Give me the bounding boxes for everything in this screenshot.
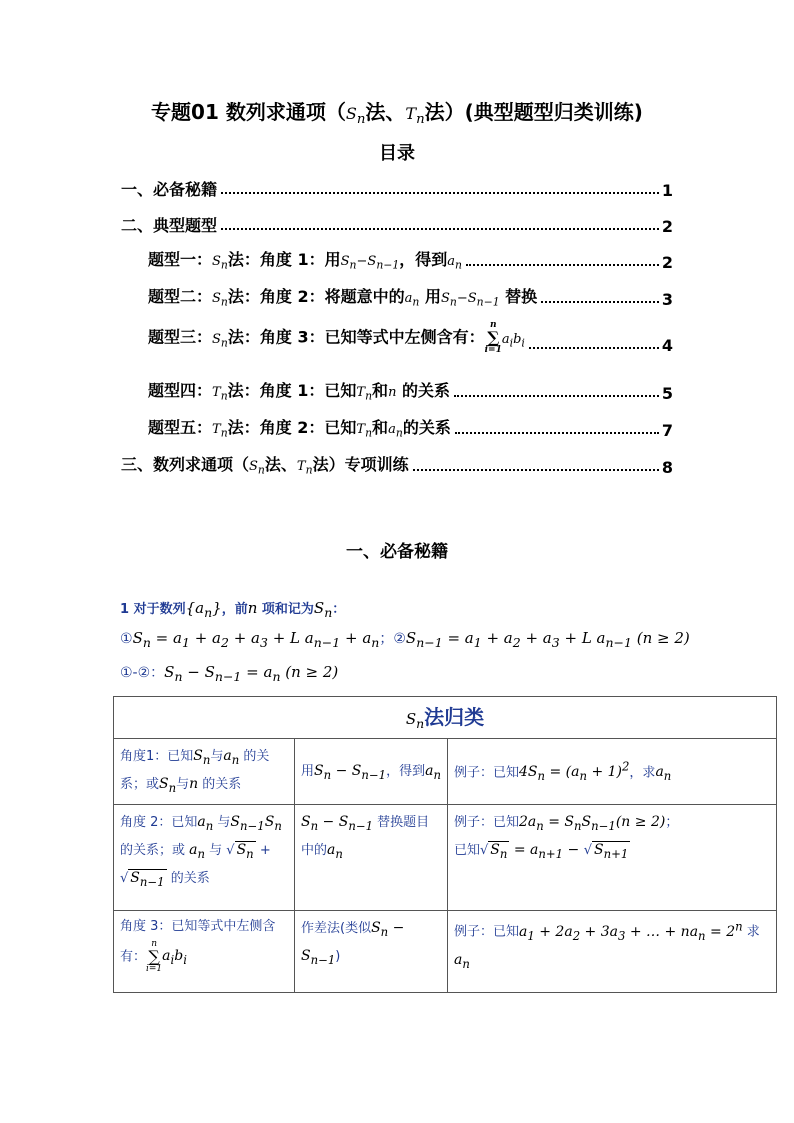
toc-item[interactable]: 题型三：$S_n$法：角度 3：已知等式中左侧含有： n ∑ i=1 $a_ib_i$ 4	[148, 320, 673, 355]
angle-cell: 角度 2：已知$a_n$ 与$S_{n-1}S_n$ 的关系；或 $a_n$ 与 √ $S_n$ + √ $S_{n-1}$ 的关系	[114, 805, 295, 911]
angle-cell: 角度1：已知$S_n$与$a_n$ 的关系；或$S_n$与n 的关系	[114, 739, 295, 805]
method-cell: 用$S_n - S_{n-1}$，得到$a_n$	[295, 739, 448, 805]
method-cell: 作差法(类似$S_n - S_{n-1}$)	[295, 911, 448, 993]
formula-line: $①S_n = a_1 + a_2 + a_3 + L$ $a_{n-1} + a_n$；$②S_{n-1} = a_1 + a_2 + a_3 + L$ $a_{n-1}$ (n ≥ 2)	[120, 629, 690, 650]
example-cell: 例子：已知$2a_n = S_nS_{n-1}(n \ge 2)$； 已知√ $S_n = a_{n+1}$ − √ $S_{n+1}$	[448, 805, 777, 911]
formula-line: ①-②：$S_n - S_{n-1} = a_n$ (n ≥ 2)	[120, 663, 339, 684]
table-row	[114, 911, 777, 993]
section-heading: 一、必备秘籍	[346, 542, 448, 562]
method-cell: $S_n - S_{n-1}$ 替换题目中的$a_n$	[295, 805, 448, 911]
table-header: $S_n$法归类	[114, 697, 777, 739]
toc-item[interactable]: 题型二：$S_n$法：角度 2：将题意中的$a_n$ 用$S_n-S_{n-1}$ 替换 3	[148, 287, 673, 309]
toc-item[interactable]: 题型一：$S_n$法：角度 1：用$S_n-S_{n-1}$，得到$a_n$ 2	[148, 250, 673, 272]
table-row	[114, 805, 777, 911]
example-cell: 例子：已知$4S_n = (a_n + 1)^2$，求$a_n$	[448, 739, 777, 805]
example-cell: 例子：已知$a_1 + 2a_2 + 3a_3$ + … + $na_n = 2^n$ 求$a_n$	[448, 911, 777, 993]
toc-item[interactable]: 一、必备秘籍 1	[121, 180, 673, 200]
page-title: 专题01 数列求通项（$S_n$法、$T_n$法）(典型题型归类训练)	[151, 100, 643, 128]
toc-title: 目录	[379, 143, 415, 164]
angle-cell: 角度 3：已知等式中左侧含有： n ∑ i=1 $a_ib_i$	[114, 911, 295, 993]
toc-item[interactable]: 题型四：$T_n$法：角度 1：已知$T_n$和n 的关系 5	[148, 381, 673, 403]
definition-line: 1 对于数列$\{a_n\}$，前n 项和记为$S_n$：	[120, 599, 346, 620]
toc-item[interactable]: 题型五：$T_n$法：角度 2：已知$T_n$和$a_n$的关系 7	[148, 418, 673, 440]
toc-item[interactable]: 二、典型题型 2	[121, 216, 673, 236]
toc-item[interactable]: 三、数列求通项（$S_n$法、$T_n$法）专项训练 8	[121, 455, 673, 477]
table-row	[114, 739, 777, 805]
classification-table	[113, 696, 777, 993]
